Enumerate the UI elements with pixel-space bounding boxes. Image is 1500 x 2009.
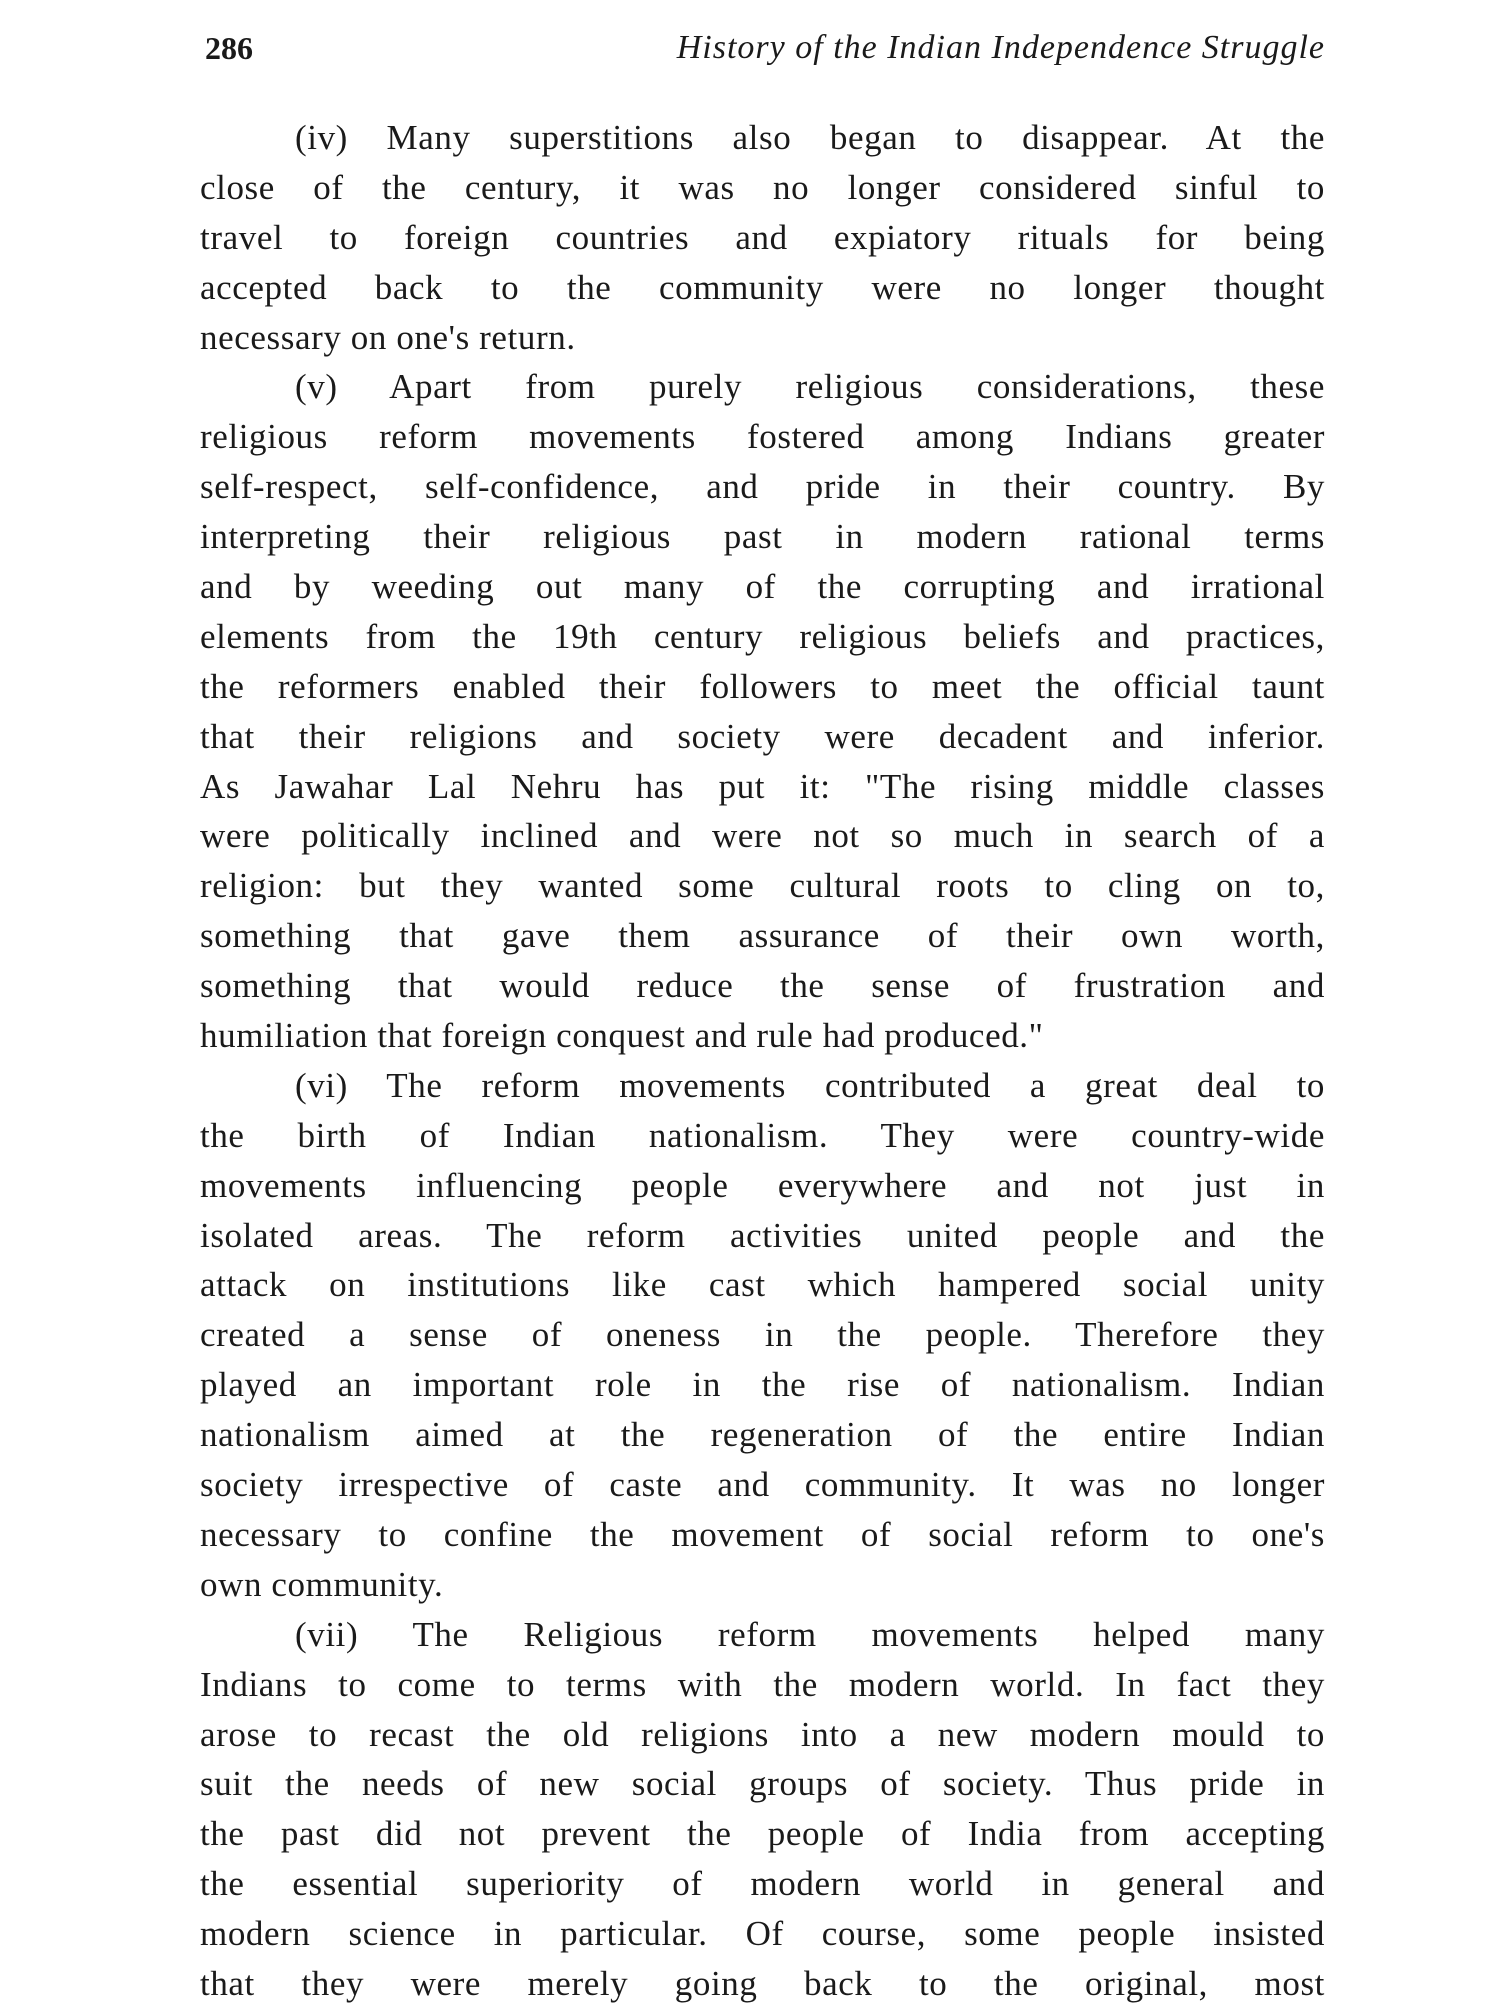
paragraph-line: religious reform movements fostered among Indians greater: [200, 417, 1325, 457]
paragraph-line: own community.: [200, 1564, 444, 1604]
paragraph-line: that their religions and society were decadent and inferior.: [200, 716, 1325, 756]
paragraph-line: (vi) The reform movements contributed a great deal to: [295, 1065, 1325, 1105]
paragraph-line: arose to recast the old religions into a new modern mould to: [200, 1714, 1325, 1754]
paragraph-line: humiliation that foreign conquest and rule had produced.": [200, 1016, 1044, 1056]
paragraph-line: elements from the 19th century religious beliefs and practices,: [200, 616, 1325, 656]
paragraph-line: travel to foreign countries and expiatory rituals for being: [200, 217, 1325, 257]
paragraph-line: the past did not prevent the people of India from accepting: [200, 1814, 1325, 1854]
paragraph-line: movements influencing people everywhere and not just in: [200, 1165, 1325, 1205]
page-number: 286: [205, 30, 253, 66]
running-head: [205, 22, 1325, 74]
paragraph-line: modern science in particular. Of course, some people insisted: [200, 1914, 1325, 1954]
paragraph-line: isolated areas. The reform activities united people and the: [200, 1215, 1325, 1255]
paragraph-line: (v) Apart from purely religious considerations, these: [295, 367, 1325, 407]
paragraph-line: the birth of Indian nationalism. They were country-wide: [200, 1115, 1325, 1155]
paragraph-line: the essential superiority of modern world in general and: [200, 1864, 1325, 1904]
paragraph-line: necessary to confine the movement of social reform to one's: [200, 1514, 1325, 1554]
paragraph-line: As Jawahar Lal Nehru has put it: "The rising middle classes: [200, 766, 1325, 806]
paragraph-line: and by weeding out many of the corrupting and irrational: [200, 567, 1325, 607]
paragraph-line: society irrespective of caste and community. It was no longer: [200, 1465, 1325, 1505]
paragraph-line: created a sense of oneness in the people. Therefore they: [200, 1315, 1325, 1355]
paragraph-line: suit the needs of new social groups of society. Thus pride in: [200, 1764, 1325, 1804]
paragraph-line: played an important role in the rise of nationalism. Indian: [200, 1365, 1325, 1405]
paragraph-line: the reformers enabled their followers to meet the official taunt: [200, 666, 1325, 706]
paragraph-line: (iv) Many superstitions also began to disappear. At the: [295, 118, 1325, 157]
paragraph-line: something that would reduce the sense of frustration and: [200, 966, 1325, 1006]
paragraph-line: (vii) The Religious reform movements helped many: [295, 1614, 1325, 1654]
body-text: [200, 113, 1325, 2009]
paragraph-line: self-respect, self-confidence, and pride in their country. By: [200, 467, 1325, 507]
paragraph-line: Indians to come to terms with the modern world. In fact they: [200, 1664, 1325, 1704]
paragraph-line: that they were merely going back to the original, most: [200, 1963, 1325, 2003]
paragraph-line: necessary on one's return.: [200, 317, 576, 357]
paragraph-line: religion: but they wanted some cultural roots to cling on to,: [200, 866, 1325, 906]
running-title: History of the Indian Independence Struggle: [676, 29, 1325, 66]
paragraph-line: interpreting their religious past in modern rational terms: [200, 517, 1325, 557]
paragraph-line: nationalism aimed at the regeneration of the entire Indian: [200, 1415, 1325, 1455]
paragraph-line: close of the century, it was no longer considered sinful to: [200, 167, 1325, 207]
paragraph-line: something that gave them assurance of their own worth,: [200, 916, 1325, 956]
paragraph-line: attack on institutions like cast which hampered social unity: [200, 1265, 1325, 1305]
paragraph-line: were politically inclined and were not so much in search of a: [200, 816, 1325, 856]
paragraph-line: accepted back to the community were no longer thought: [200, 267, 1325, 307]
